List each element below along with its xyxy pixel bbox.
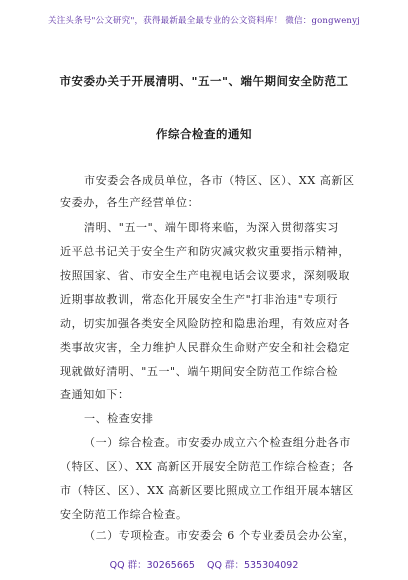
body-line: （二）专项检查。市安委会 6 个专业委员会办公室， — [84, 529, 355, 542]
footer-qq-group-1: QQ 群：30265665 — [109, 560, 195, 571]
document-title-line-2: 作综合检查的通知 — [156, 127, 252, 141]
body-line: 市安委会各成员单位，各市（特区、区）、XX 高新区 — [84, 174, 355, 187]
body-line: 近平总书记关于安全生产和防灾减灾救灾重要指示精神， — [60, 245, 350, 258]
body-line: （特区、区）、XX 高新区开展安全防范工作综合检查；各 — [60, 460, 354, 473]
footer-bar — [0, 554, 408, 574]
body-line: 按照国家、省、市安全生产电视电话会议要求，深刻吸取 — [60, 269, 350, 282]
footer-qq-group-2: QQ 群：535304092 — [206, 560, 299, 571]
body-line: 近期事故教训，常态化开展安全生产"打非治违"专项行 — [60, 293, 339, 306]
document-title-line-1: 市安委办关于开展清明、"五一"、端午期间安全防范工 — [59, 74, 349, 88]
header-banner-text: 关注头条号"公文研究"，获得最新最全最专业的公文资料库！ 微信：gongwenyj — [48, 16, 360, 26]
section-heading: 一、检查安排 — [84, 412, 154, 425]
body-line: 安全防范工作综合检查。 — [60, 508, 188, 521]
body-line: 类事故灾害，全力维护人民群众生命财产安全和社会稳定 — [60, 341, 350, 354]
body-line: 清明、"五一"、端午即将来临，为深入贯彻落实习 — [84, 221, 339, 234]
body-line: 安委办，各生产经营单位： — [60, 196, 200, 209]
body-line: 动，切实加强各类安全风险防控和隐患治理，有效应对各 — [60, 317, 350, 330]
body-line: 现就做好清明、"五一"、端午期间安全防范工作综合检 — [60, 365, 339, 378]
body-line: （一）综合检查。市安委办成立六个检查组分赴各市 — [84, 436, 351, 449]
body-line: 市（特区、区）、XX 高新区要比照成立工作组开展本辖区 — [60, 484, 354, 497]
body-line: 查通知如下： — [60, 388, 130, 401]
header-banner — [0, 0, 408, 40]
